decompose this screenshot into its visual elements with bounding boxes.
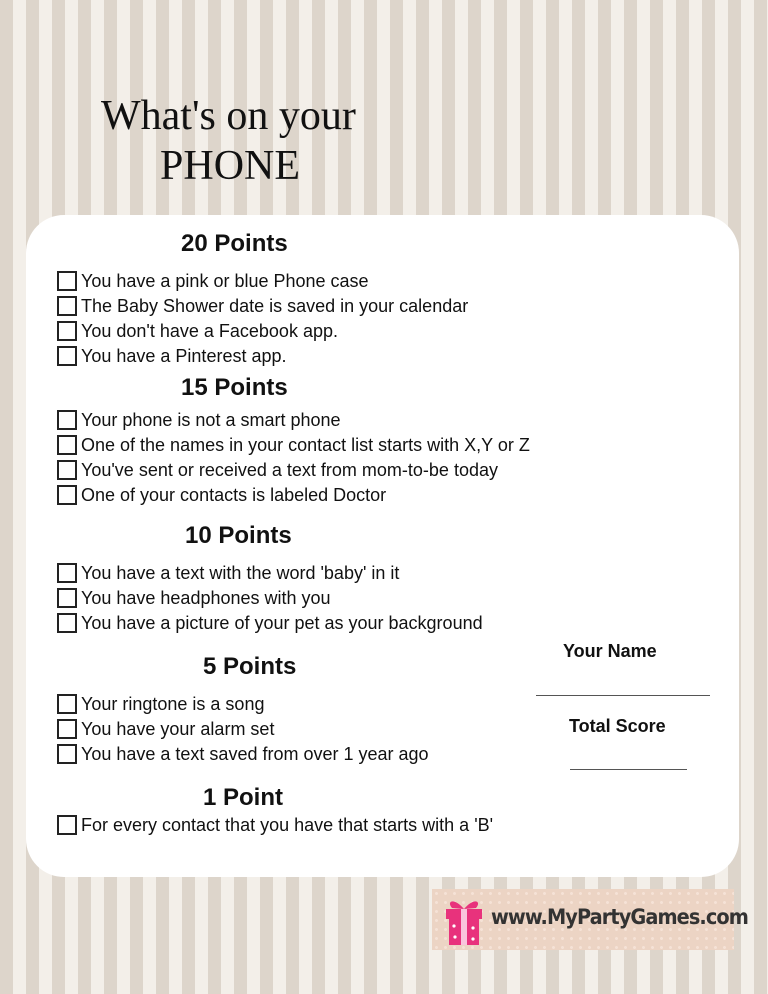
total-score-line[interactable] (570, 769, 687, 770)
checkbox[interactable] (57, 271, 77, 291)
section-heading-10: 10 Points (185, 522, 292, 549)
item-label: You have headphones with you (81, 587, 331, 608)
item-label: You have a text with the word 'baby' in it (81, 562, 400, 583)
item-label: You have a picture of your pet as your background (81, 612, 483, 633)
gift-box-icon (442, 895, 486, 947)
total-score-label: Total Score (569, 716, 666, 736)
checkbox[interactable] (57, 435, 77, 455)
checklist-item[interactable] (57, 433, 530, 457)
your-name-line[interactable] (536, 695, 710, 696)
checkbox[interactable] (57, 460, 77, 480)
checkbox[interactable] (57, 719, 77, 739)
title-line-2: PHONE (160, 143, 301, 189)
item-label: The Baby Shower date is saved in your calendar (81, 295, 469, 316)
checklist-item[interactable] (57, 692, 264, 716)
checklist-item[interactable] (57, 483, 386, 507)
checklist-item[interactable] (57, 742, 429, 766)
checkbox[interactable] (57, 744, 77, 764)
item-label: You've sent or received a text from mom-to-be today (81, 459, 498, 480)
checklist-item[interactable] (57, 269, 369, 293)
checkbox[interactable] (57, 296, 77, 316)
checkbox[interactable] (57, 321, 77, 341)
checkbox[interactable] (57, 588, 77, 608)
item-label: One of your contacts is labeled Doctor (81, 484, 387, 505)
checkbox[interactable] (57, 694, 77, 714)
checkbox[interactable] (57, 346, 77, 366)
item-label: Your phone is not a smart phone (81, 409, 341, 430)
checkbox[interactable] (57, 410, 77, 430)
section-heading-1: 1 Point (203, 784, 284, 811)
item-label: You have a pink or blue Phone case (81, 270, 369, 291)
checkbox[interactable] (57, 613, 77, 633)
item-label: You have your alarm set (81, 718, 275, 739)
checklist-item[interactable] (57, 717, 274, 741)
checklist-item[interactable] (57, 344, 287, 368)
your-name-label: Your Name (563, 641, 657, 661)
checklist-item[interactable] (57, 611, 483, 635)
logo-text: www.MyPartyGames.com (491, 905, 748, 929)
checklist-item[interactable] (57, 319, 338, 343)
section-heading-15: 15 Points (181, 374, 288, 401)
section-heading-20: 20 Points (181, 230, 288, 257)
title-line-1: What's on your (101, 93, 356, 139)
checklist-item[interactable] (57, 458, 498, 482)
item-label: You have a Pinterest app. (81, 345, 287, 366)
item-label: You have a text saved from over 1 year ago (81, 743, 429, 764)
item-label: You don't have a Facebook app. (81, 320, 338, 341)
site-logo (432, 889, 748, 950)
checklist-item[interactable] (57, 561, 399, 585)
checkbox[interactable] (57, 815, 77, 835)
checkbox[interactable] (57, 485, 77, 505)
item-label: Your ringtone is a song (81, 693, 265, 714)
checklist-item[interactable] (57, 408, 341, 432)
item-label: For every contact that you have that starts with a 'B' (81, 814, 494, 835)
item-label: One of the names in your contact list starts with X,Y or Z (81, 434, 530, 455)
section-heading-5: 5 Points (203, 653, 297, 680)
checklist-item[interactable] (57, 586, 331, 610)
checklist-item[interactable] (57, 813, 493, 837)
checkbox[interactable] (57, 563, 77, 583)
checklist-item[interactable] (57, 294, 468, 318)
